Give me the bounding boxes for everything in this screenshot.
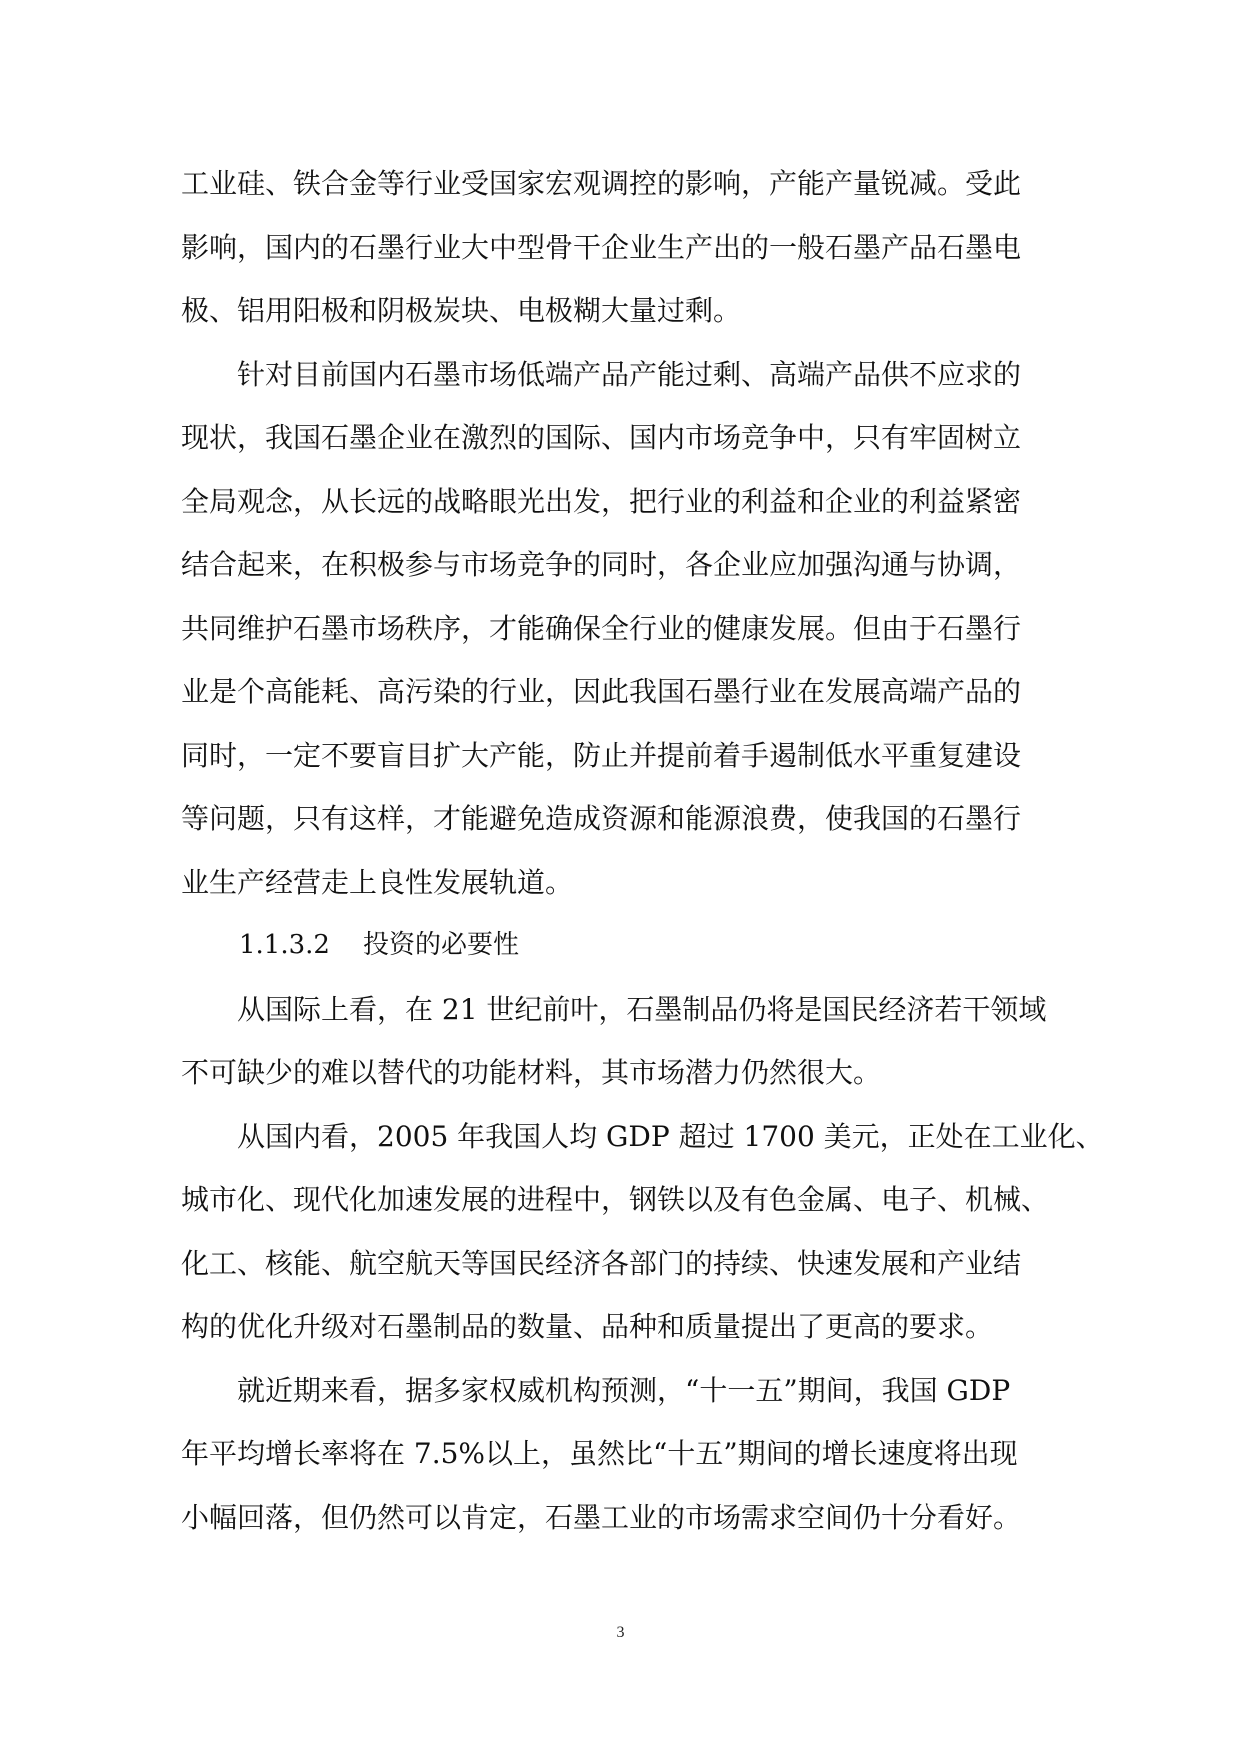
text-line: 结合起来，在积极参与市场竞争的同时，各企业应加强沟通与协调，: [181, 548, 1022, 581]
text-line: 同时，一定不要盲目扩大产能，防止并提前着手遏制低水平重复建设: [181, 738, 1022, 772]
page-number: 3: [616, 1624, 625, 1641]
text-line: 构的优化升级对石墨制品的数量、品种和质量提出了更高的要求。: [181, 1310, 994, 1343]
paragraph-3: [181, 978, 1081, 1105]
text-line: 极、铝用阳极和阴极炭块、电极糊大量过剩。: [181, 294, 742, 327]
text-line: 全局观念，从长远的战略眼光出发，把行业的利益和企业的利益紧密: [181, 484, 1022, 518]
text-line: 城市化、现代化加速发展的进程中，钢铁以及有色金属、电子、机械、: [181, 1183, 1050, 1216]
text-line: 业是个高能耗、高污染的行业，因此我国石墨行业在发展高端产品的: [181, 675, 1022, 708]
page-body: [181, 152, 1104, 1549]
text-line: 工业硅、铁合金等行业受国家宏观调控的影响，产能产量锐减。受此: [181, 167, 1022, 200]
paragraph-1: [181, 152, 1081, 343]
text-line: 影响，国内的石墨行业大中型骨干企业生产出的一般石墨产品石墨电: [181, 230, 1022, 264]
text-line: 小幅回落，但仍然可以肯定，石墨工业的市场需求空间仍十分看好。: [181, 1500, 1022, 1534]
text-line: 就近期来看，据多家权威机构预测，“十一五”期间，我国 GDP: [237, 1373, 1011, 1407]
text-line: 针对目前国内石墨市场低端产品产能过剩、高端产品供不应求的: [237, 357, 1022, 391]
text-line: 化工、核能、航空航天等国民经济各部门的持续、快速发展和产业结: [181, 1246, 1022, 1280]
text-line: 现状，我国石墨企业在激烈的国际、国内市场竞争中，只有牢固树立: [181, 421, 1022, 454]
paragraph-2: [181, 343, 1081, 915]
text-line: 等问题，只有这样，才能避免造成资源和能源浪费，使我国的石墨行: [181, 802, 1022, 835]
section-heading: 1.1.3.2 投资的必要性: [239, 930, 520, 960]
text-line: 从国内看，2005 年我国人均 GDP 超过 1700 美元，正处在工业化、: [237, 1119, 1104, 1153]
text-line: 年平均增长率将在 7.5%以上，虽然比“十五”期间的增长速度将出现: [181, 1437, 1018, 1470]
paragraph-5: [181, 1359, 1081, 1550]
text-line: 业生产经营走上良性发展轨道。: [181, 865, 574, 899]
text-line: 不可缺少的难以替代的功能材料，其市场潜力仍然很大。: [181, 1056, 882, 1089]
text-line: 从国际上看，在 21 世纪前叶，石墨制品仍将是国民经济若干领域: [237, 992, 1047, 1026]
paragraph-4: [181, 1105, 1104, 1359]
text-line: 共同维护石墨市场秩序，才能确保全行业的健康发展。但由于石墨行: [181, 611, 1022, 645]
